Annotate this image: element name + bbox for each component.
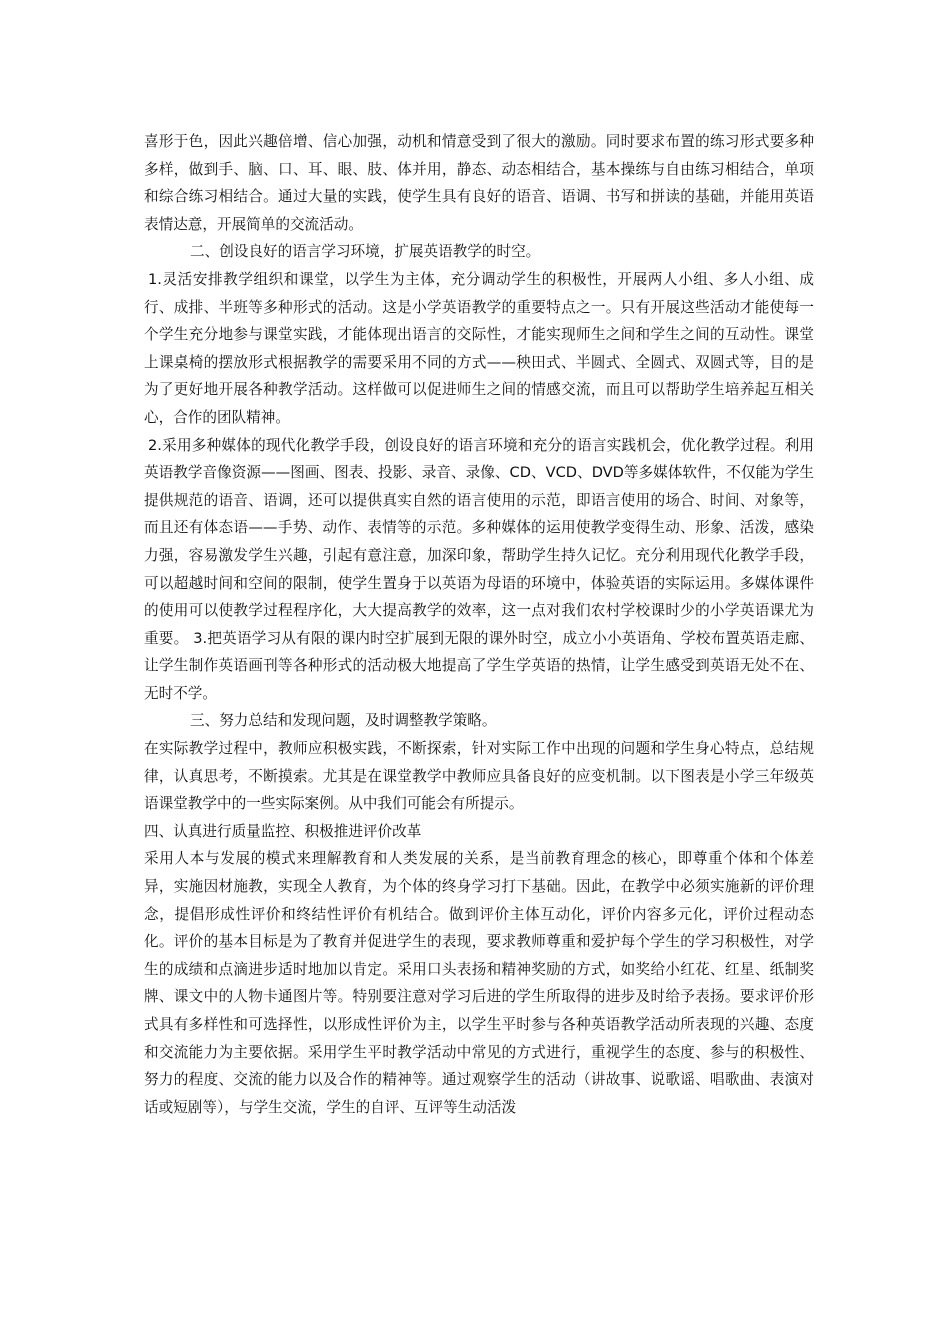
section-heading-2: 二、创设良好的语言学习环境，扩展英语教学的时空。 [190,243,541,261]
paragraph-item-1: 1.灵活安排教学组织和课堂，以学生为主体，充分调动学生的积极性，开展两人小组、多人小组、成行、成排、半班等多种形式的活动。这是小学英语教学的重要特点之一。只有开展这些活动才能使每一个学生充分地参与课堂实践，才能体现出语言的交际性，才能实现师生之间和学生之间的互动性。课堂上课桌椅的摆放形式根据教学的需要采用不同的方式——秧田式、半圆式、全圆式、双圆式等，目的是为了更好地开展各种教学活动。这样做可以促进师生之间的情感交流，而且可以帮助学生培养起互相关心，合作的团队精神。 [144,270,814,426]
paragraph-section-4: 采用人本与发展的模式来理解教育和人类发展的关系，是当前教育理念的核心，即尊重个体和个体差异，实施因材施教，实现全人教育，为个体的终身学习打下基础。因此，在教学中必须实施新的评价理念，提倡形成性评价和终结性评价有机结合。做到评价主体互动化，评价内容多元化，评价过程动态化。评价的基本目标是为了教育并促进学生的表现，要求教师尊重和爱护每个学生的学习积极性，对学生的成绩和点滴进步适时地加以肯定。采用口头表扬和精神奖励的方式，如奖给小红花、红星、纸制奖牌、课文中的人物卡通图片等。特别要注意对学习后进的学生所取得的进步及时给予表扬。要求评价形式具有多样性和可选择性，以形成性评价为主，以学生平时参与各种英语教学活动所表现的兴趣、态度和交流能力为主要依据。采用学生平时教学活动中常见的方式进行，重视学生的态度、参与的积极性、努力的程度、交流的能力以及合作的精神等。通过观察学生的活动（讲故事、说歌谣、唱歌曲、表演对话或短剧等），与学生交流，学生的自评、互评等生动活泼 [144,850,814,1116]
paragraph-item-2: 2.采用多种媒体的现代化教学手段，创设良好的语言环境和充分的语言实践机会，优化教学过程。利用英语教学音像资源——图画、图表、投影、录音、录像、CD、VCD、DVD等多媒体软件，不仅能为学生提供规范的语音、语调，还可以提供真实自然的语言使用的示范，即语言使用的场合、时间、对象等，而且还有体态语——手势、动作、表情等的示范。多种媒体的运用使教学变得生动、形象、活泼，感染力强，容易激发学生兴趣，引起有意注意，加深印象，帮助学生持久记忆。充分利用现代化教学手段，可以超越时间和空间的限制，使学生置身于以英语为母语的环境中，体验英语的实际运用。多媒体课件的使用可以使教学过程程序化，大大提高教学的效率，这一点对我们农村学校课时少的小学英语课尤为重要。 3.把英语学习从有限的课内时空扩展到无限的课外时空，成立小小英语角、学校布置英语走廊、让学生制作英语画刊等各种形式的活动极大地提高了学生学英语的热情，让学生感受到英语无处不在、无时不学。 [144,436,814,702]
paragraph-section-3: 在实际教学过程中，教师应积极实践，不断探索，针对实际工作中出现的问题和学生身心特点，总结规律，认真思考，不断摸索。尤其是在课堂教学中教师应具备良好的应变机制。以下图表是小学三年级英语课堂教学中的一些实际案例。从中我们可能会有所提示。 [144,740,814,813]
section-heading-4: 四、认真进行质量监控、积极推进评价改革 [144,822,422,840]
paragraph-intro-continuation: 喜形于色，因此兴趣倍增、信心加强，动机和情意受到了很大的激励。同时要求布置的练习形式要多种多样，做到手、脑、口、耳、眼、肢、体并用，静态、动态相结合，基本操练与自由练习相结合，单项和综合练习相结合。通过大量的实践，使学生具有良好的语音、语调、书写和拼读的基础，并能用英语表情达意，开展简单的交流活动。 [144,133,814,233]
section-heading-3: 三、努力总结和发现问题，及时调整教学策略。 [190,712,497,730]
document-body [144,128,814,1121]
